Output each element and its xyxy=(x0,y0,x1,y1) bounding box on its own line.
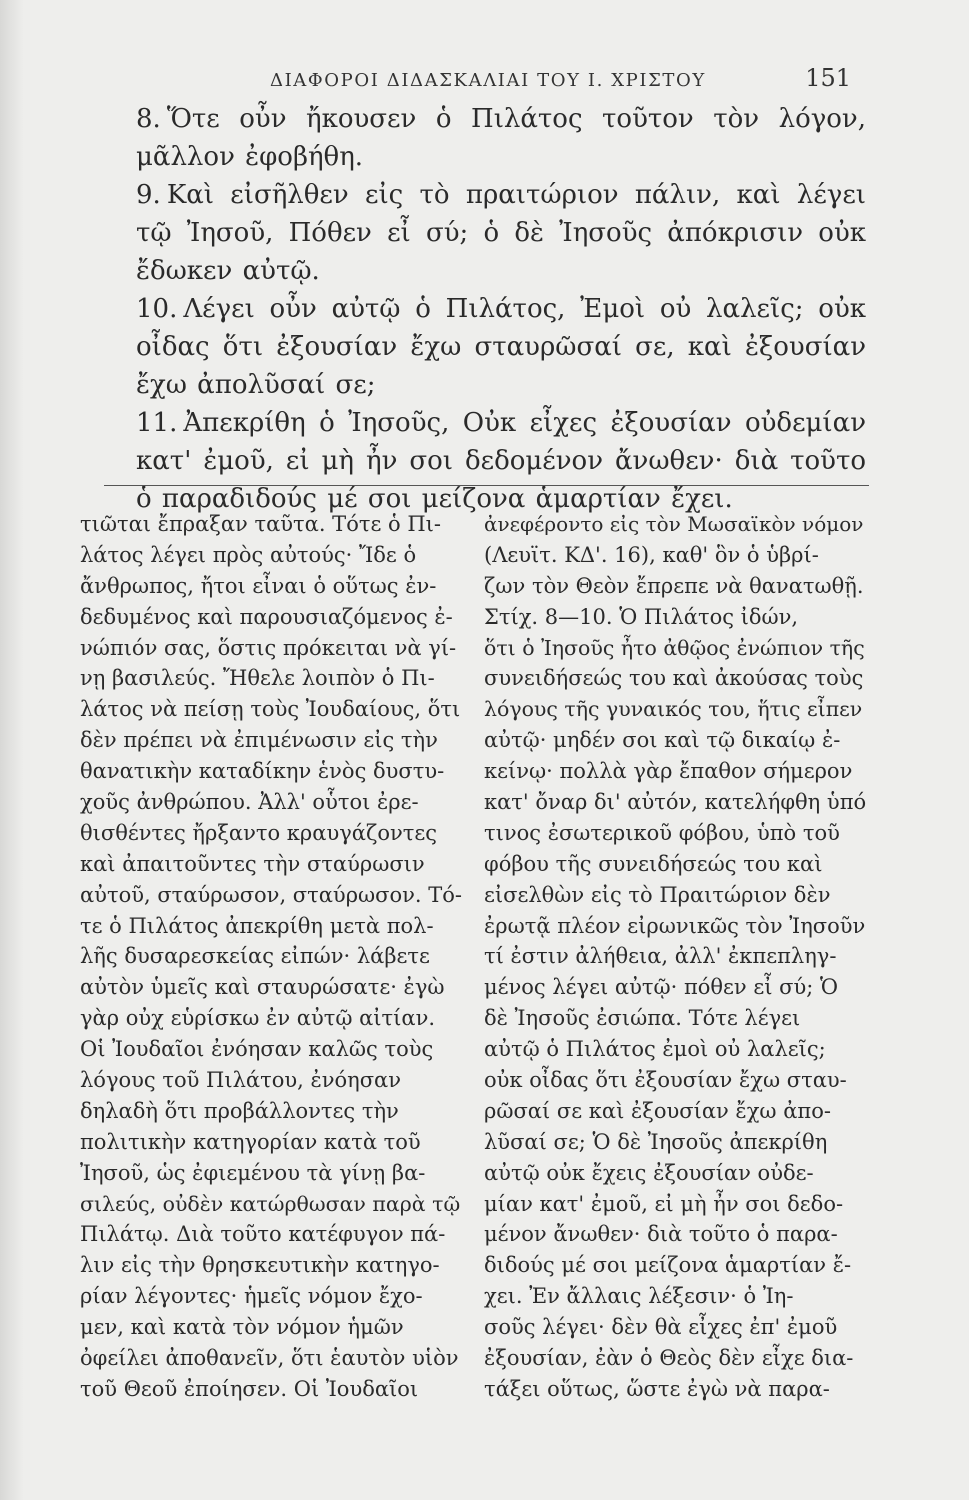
commentary-line: χει. Ἐν ἄλλαις λέξεσιν· ὁ Ἰη- xyxy=(484,1284,794,1309)
commentary-line: συνειδήσεώς του καὶ ἀκούσας τοὺς xyxy=(484,666,864,691)
commentary-line: σιλεύς, οὐδὲν κατώρθωσαν παρὰ τῷ xyxy=(80,1191,461,1216)
page-gutter-shadow xyxy=(0,0,24,1500)
commentary-line: ρίαν λέγοντες· ἡμεῖς νόμον ἔχο- xyxy=(80,1284,423,1309)
commentary-line: τιῶται ἔπραξαν ταῦτα. Τότε ὁ Πι- xyxy=(80,512,441,536)
commentary-line: εἰσελθὼν εἰς τὸ Πραιτώριον δὲν xyxy=(484,882,831,907)
commentary-line: ἄνθρωπος, ἤτοι εἶναι ὁ οὕτως ἐν- xyxy=(80,573,437,598)
commentary-line: Οἱ Ἰουδαῖοι ἐνόησαν καλῶς τοὺς xyxy=(80,1037,434,1062)
footnote-divider xyxy=(104,485,869,486)
verse-text: Λέγει οὖν αὐτῷ ὁ Πιλάτος, Ἐμοὶ οὐ λαλεῖς; οὐκ οἶδας ὅτι ἐξουσίαν ἔχω σταυρῶσαί σε, καὶ ἐξουσίαν ἔχω ἀπολῦσαί σε; xyxy=(136,294,866,400)
commentary-line: πολιτικὴν κατηγορίαν κατὰ τοῦ xyxy=(80,1129,421,1154)
commentary-line: καὶ ἀπαιτοῦντες τὴν σταύρωσιν xyxy=(80,851,425,876)
commentary-line: δὲ Ἰησοῦς ἐσιώπα. Τότε λέγει xyxy=(484,1006,801,1031)
verse-text: Καὶ εἰσῆλθεν εἰς τὸ πραιτώριον πάλιν, καὶ λέγει τῷ Ἰησοῦ, Πόθεν εἶ σύ; ὁ δὲ Ἰησοῦς ἀπόκρισιν οὐκ ἔδωκεν αὐτῷ. xyxy=(136,180,866,286)
commentary-line: τοῦ Θεοῦ ἐποίησεν. Οἱ Ἰουδαῖοι xyxy=(80,1376,419,1401)
verse-number: 11. xyxy=(136,408,178,438)
commentary-line: μεν, καὶ κατὰ τὸν νόμον ἡμῶν xyxy=(80,1315,404,1340)
commentary-line: ζων τὸν Θεὸν ἔπρεπε νὰ θανατωθῇ. xyxy=(484,573,864,598)
commentary-line: μένον ἄνωθεν· διὰ τοῦτο ὁ παρα- xyxy=(484,1222,838,1247)
commentary-line: δηλαδὴ ὅτι προβάλλοντες τὴν xyxy=(80,1098,399,1123)
commentary-line: ὀφείλει ἀποθανεῖν, ὅτι ἑαυτὸν υἱὸν xyxy=(80,1346,459,1371)
commentary-left-column xyxy=(80,509,465,1405)
commentary-line: δὲν πρέπει νὰ ἐπιμένωσιν εἰς τὴν xyxy=(80,728,438,753)
commentary-line: γὰρ οὐχ εὑρίσκω ἐν αὐτῷ αἰτίαν. xyxy=(80,1006,436,1031)
commentary-line: νῃ βασιλεύς. Ἤθελε λοιπὸν ὁ Πι- xyxy=(80,666,435,691)
commentary-line: ἀνεφέροντο εἰς τὸν Μωσαϊκὸν νόμον xyxy=(484,512,864,536)
commentary-line: τάξει οὕτως, ὥστε ἐγὼ νὰ παρα- xyxy=(484,1376,830,1401)
commentary-line: δεδυμένος καὶ παρουσιαζόμενος ἐ- xyxy=(80,604,453,629)
page-header xyxy=(0,62,969,102)
commentary-line: αὐτοῦ, σταύρωσον, σταύρωσον. Τό- xyxy=(80,882,462,907)
commentary-line: χοῦς ἀνθρώπου. Ἀλλ' οὗτοι ἐρε- xyxy=(80,790,419,815)
verse-10 xyxy=(136,290,866,404)
scripture-verses xyxy=(136,100,866,518)
commentary-line: οὐκ οἶδας ὅτι ἐξουσίαν ἔχω σταυ- xyxy=(484,1068,847,1093)
verse-8 xyxy=(136,100,866,176)
verse-text: Ὅτε οὖν ἤκουσεν ὁ Πιλάτος τοῦτον τὸν λόγον, μᾶλλον ἐφοβήθη. xyxy=(136,104,866,172)
commentary-line: λιν εἰς τὴν θρησκευτικὴν κατηγο- xyxy=(80,1253,440,1278)
commentary-line: λάτος λέγει πρὸς αὐτούς· Ἴδε ὁ xyxy=(80,542,417,567)
commentary-line: θισθέντες ἤρξαντο κραυγάζοντες xyxy=(80,820,438,845)
commentary-line: σοῦς λέγει· δὲν θὰ εἶχες ἐπ' ἐμοῦ xyxy=(484,1315,838,1340)
commentary-line: (Λευϊτ. ΚΔ'. 16), καθ' ὃν ὁ ὑβρί- xyxy=(484,542,819,567)
commentary-line: τε ὁ Πιλάτος ἀπεκρίθη μετὰ πολ- xyxy=(80,913,434,938)
commentary-line: ὅτι ὁ Ἰησοῦς ἦτο ἀθῷος ἐνώπιον τῆς xyxy=(484,635,865,660)
commentary-line: διδούς μέ σοι μείζονα ἁμαρτίαν ἔ- xyxy=(484,1253,852,1278)
commentary-line: λῦσαί σε; Ὁ δὲ Ἰησοῦς ἀπεκρίθη xyxy=(484,1129,828,1154)
verse-number: 10. xyxy=(136,294,178,324)
verse-number: 9. xyxy=(136,180,161,210)
commentary-line: μένος λέγει αὐτῷ· πόθεν εἶ σύ; Ὁ xyxy=(484,975,839,1000)
commentary-line: αὐτῷ οὐκ ἔχεις ἐξουσίαν οὐδε- xyxy=(484,1160,814,1185)
verse-9 xyxy=(136,176,866,290)
commentary-line: λόγους τῆς γυναικός του, ἥτις εἶπεν xyxy=(484,697,863,722)
commentary-line: τινος ἐσωτερικοῦ φόβου, ὑπὸ τοῦ xyxy=(484,820,840,845)
commentary-line: κατ' ὄναρ δι' αὐτόν, κατελήφθη ὑπό xyxy=(484,790,867,815)
commentary-line: Στίχ. 8—10. Ὁ Πιλάτος ἰδών, xyxy=(484,604,799,629)
page-number: 151 xyxy=(805,64,851,92)
commentary-line: λάτος νὰ πείσῃ τοὺς Ἰουδαίους, ὅτι xyxy=(80,697,461,722)
commentary-line: ἐρωτᾷ πλέον εἰρωνικῶς τὸν Ἰησοῦν xyxy=(484,913,866,938)
commentary-line: φόβου τῆς συνειδήσεώς του καὶ xyxy=(484,851,823,876)
verse-text: Ἀπεκρίθη ὁ Ἰησοῦς, Οὐκ εἶχες ἐξουσίαν οὐδεμίαν κατ' ἐμοῦ, εἰ μὴ ἦν σοι δεδομένον ἄνωθεν· διὰ τοῦτο ὁ παραδιδούς μέ σοι μείζονα ἁμαρτίαν ἔχει. xyxy=(136,408,866,514)
commentary-line: λῆς δυσαρεσκείας εἰπών· λάβετε xyxy=(80,944,430,969)
commentary-line: τί ἐστιν ἀλήθεια, ἀλλ' ἐκπεπληγ- xyxy=(484,944,837,969)
commentary-line: ρῶσαί σε καὶ ἐξουσίαν ἔχω ἀπο- xyxy=(484,1098,831,1123)
commentary-line: λόγους τοῦ Πιλάτου, ἐνόησαν xyxy=(80,1068,402,1093)
verse-11 xyxy=(136,404,866,518)
commentary-line: αὐτὸν ὑμεῖς καὶ σταυρώσατε· ἐγὼ xyxy=(80,975,445,1000)
verse-number: 8. xyxy=(136,104,161,134)
running-title: ΔΙΑΦΟΡΟΙ ΔΙΔΑΣΚΑΛΙΑΙ ΤΟΥ Ι. ΧΡΙΣΤΟΥ xyxy=(270,70,706,91)
commentary-line: αὐτῷ ὁ Πιλάτος ἐμοὶ οὐ λαλεῖς; xyxy=(484,1037,826,1062)
commentary-right-column xyxy=(484,509,869,1405)
commentary-line: μίαν κατ' ἐμοῦ, εἰ μὴ ἦν σοι δεδο- xyxy=(484,1191,844,1216)
commentary-line: Ἰησοῦ, ὡς ἐφιεμένου τὰ γίνῃ βα- xyxy=(80,1160,426,1185)
commentary-line: ἐξουσίαν, ἐὰν ὁ Θεὸς δὲν εἶχε δια- xyxy=(484,1346,854,1371)
commentary-line: νώπιόν σας, ὅστις πρόκειται νὰ γί- xyxy=(80,635,457,660)
commentary-line: θανατικὴν καταδίκην ἑνὸς δυστυ- xyxy=(80,759,445,784)
commentary-line: Πιλάτῳ. Διὰ τοῦτο κατέφυγον πά- xyxy=(80,1222,446,1247)
commentary-line: κείνῳ· πολλὰ γὰρ ἔπαθον σήμερον xyxy=(484,759,853,784)
commentary-line: αὐτῷ· μηδέν σοι καὶ τῷ δικαίῳ ἐ- xyxy=(484,728,841,753)
